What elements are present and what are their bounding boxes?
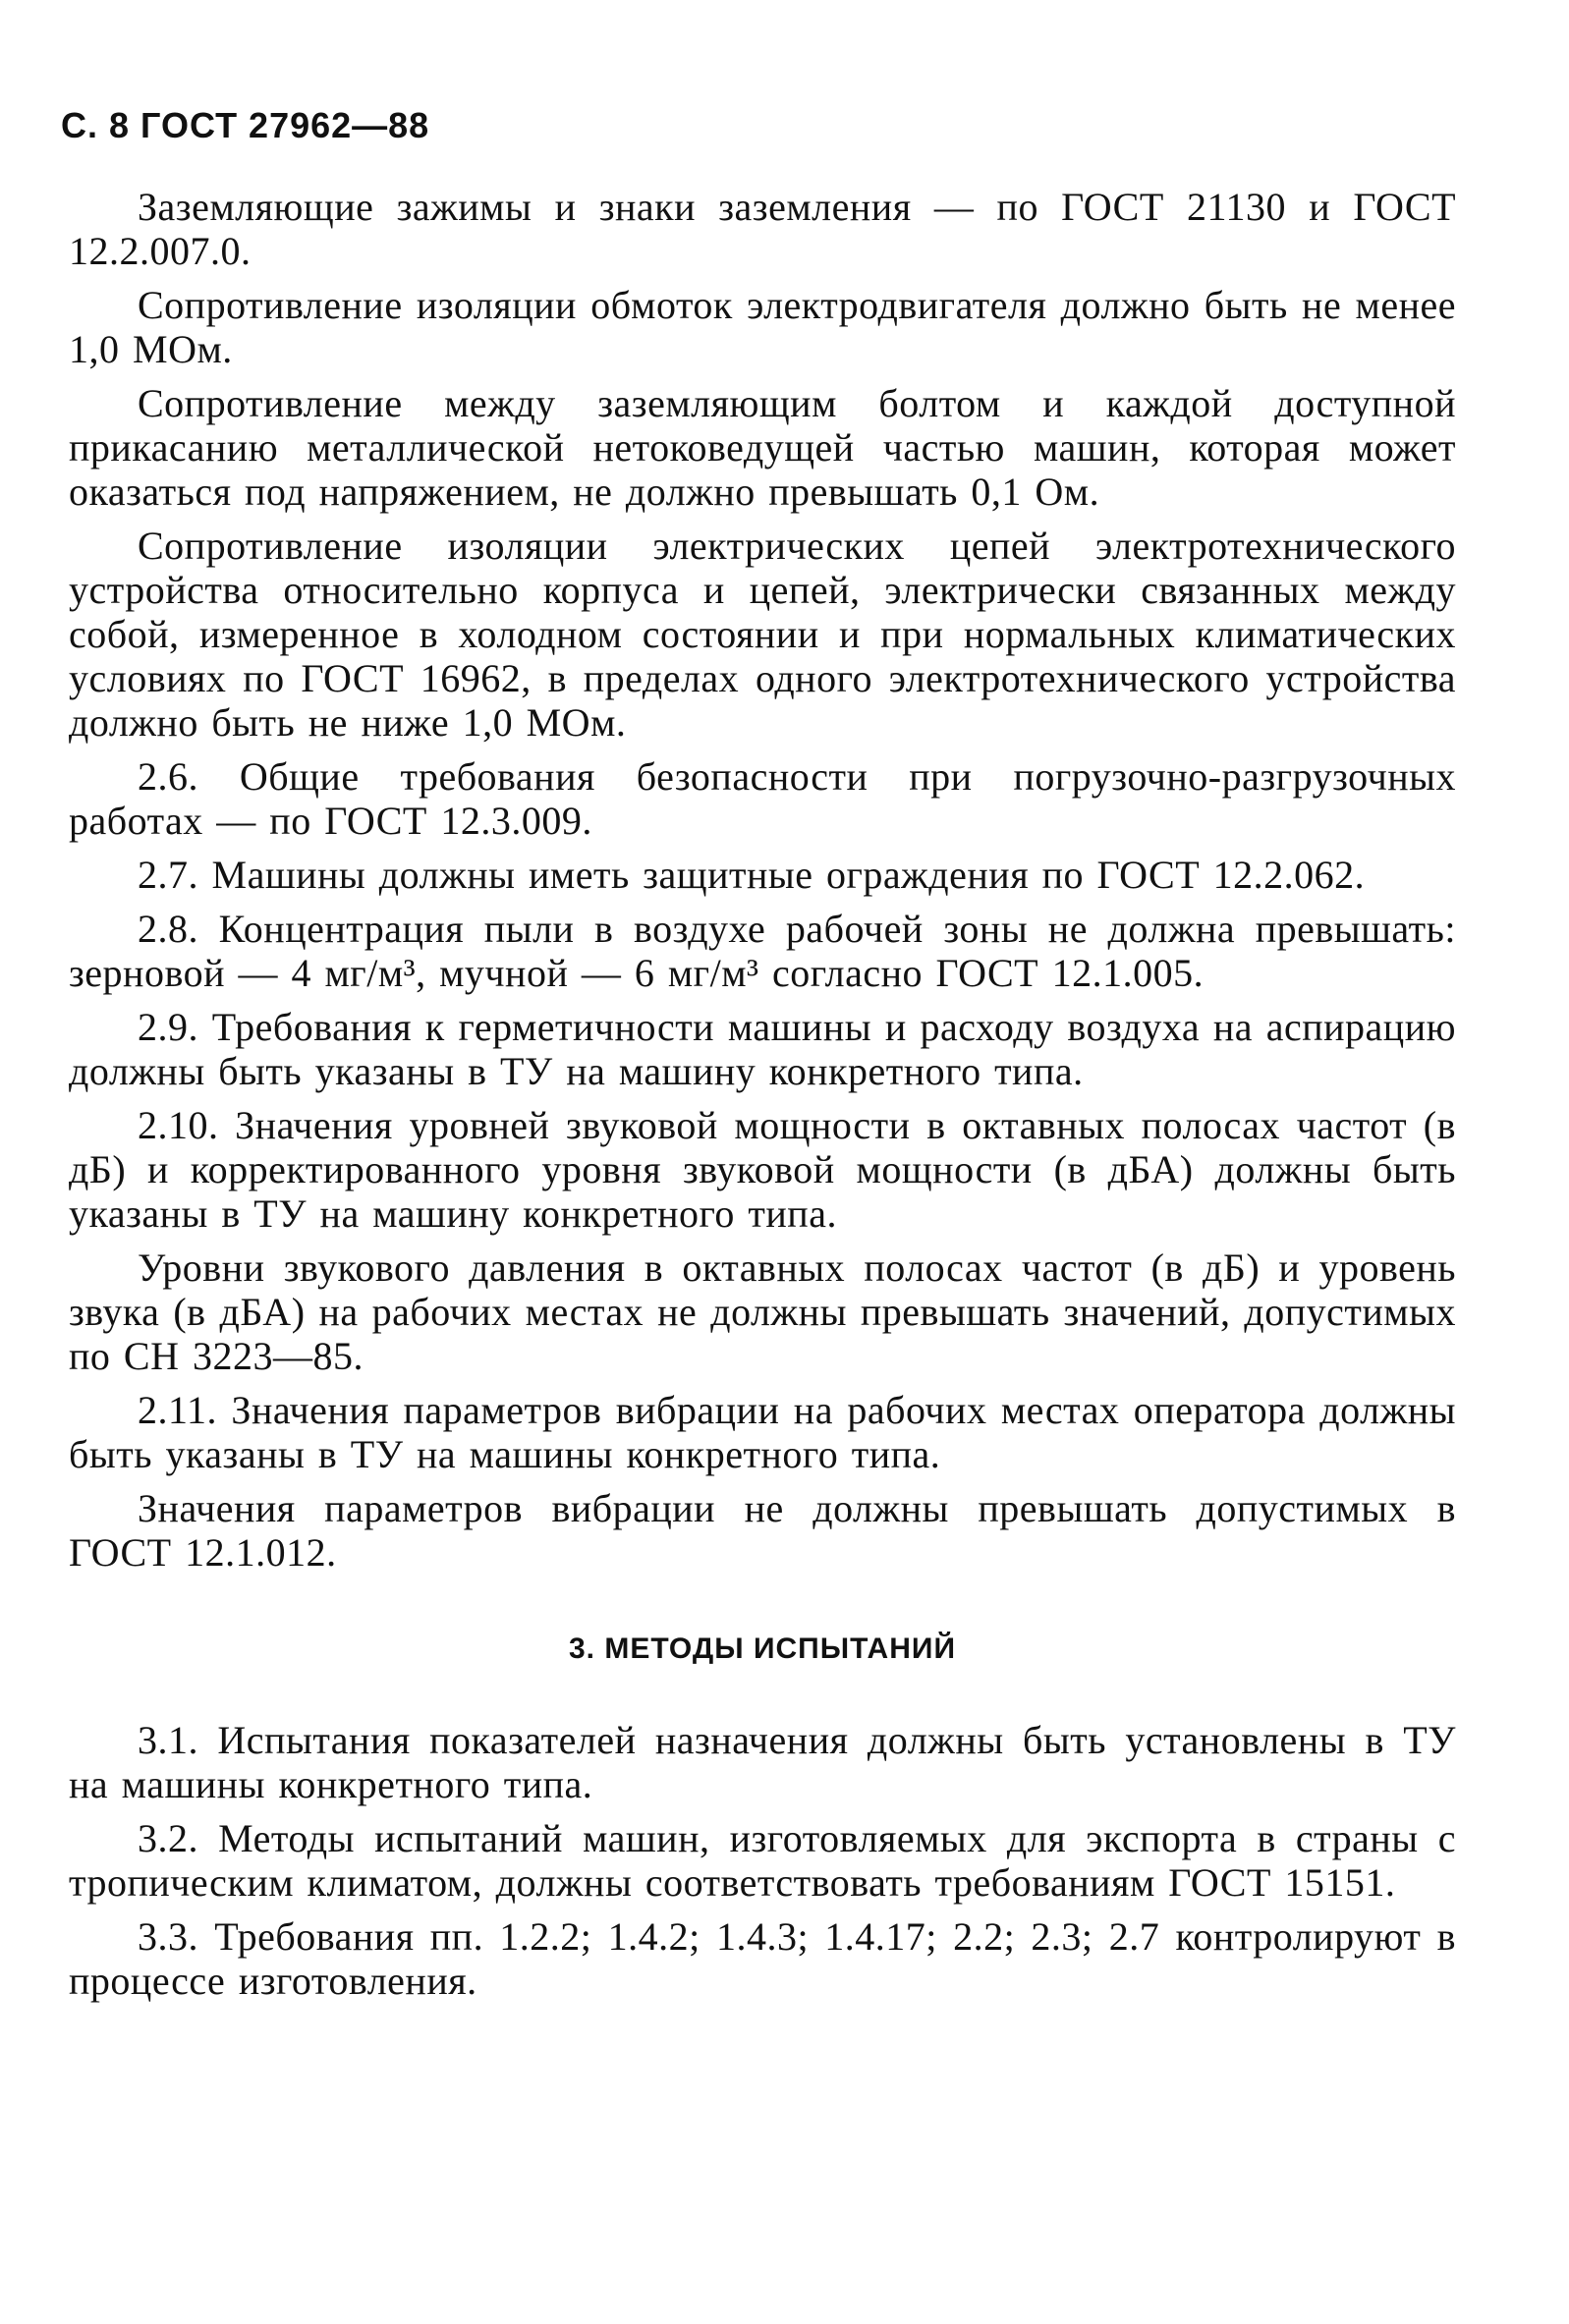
clause-2-10: 2.10. Значения уровней звуковой мощности в октавных полосах частот (в дБ) и корректированного уровня звуковой мощности (в дБА) должны быть указаны в ТУ на машину конкретного типа.: [69, 1103, 1456, 1236]
paragraph: Сопротивление изоляции обмоток электродвигателя должно быть не менее 1,0 МОм.: [69, 283, 1456, 371]
clause-2-7: 2.7. Машины должны иметь защитные ограждения по ГОСТ 12.2.062.: [138, 853, 1366, 897]
clause-2-11: 2.11. Значения параметров вибрации на рабочих местах оператора должны быть указаны в ТУ на машины конкретного типа.: [69, 1388, 1456, 1476]
clause-2-6: 2.6. Общие требования безопасности при погрузочно-разгрузочных работах — по ГОСТ 12.3.009.: [69, 754, 1456, 843]
paragraph: Заземляющие зажимы и знаки заземления — по ГОСТ 21130 и ГОСТ 12.2.007.0.: [69, 185, 1456, 273]
paragraph: Уровни звукового давления в октавных полосах частот (в дБ) и уровень звука (в дБА) на рабочих местах не должны превышать значений, допустимых по СН 3223—85.: [69, 1245, 1456, 1378]
section-heading: 3. МЕТОДЫ ИСПЫТАНИЙ: [569, 1632, 956, 1665]
running-head: С. 8 ГОСТ 27962—88: [61, 105, 430, 145]
clause-3-2: 3.2. Методы испытаний машин, изготовляемых для экспорта в страны с тропическим климатом, должны соответствовать требованиям ГОСТ 15151.: [69, 1816, 1456, 1905]
clause-3-1: 3.1. Испытания показателей назначения должны быть установлены в ТУ на машины конкретного типа.: [69, 1718, 1456, 1806]
clause-3-3: 3.3. Требования пп. 1.2.2; 1.4.2; 1.4.3; 1.4.17; 2.2; 2.3; 2.7 контролируют в процессе изготовления.: [69, 1914, 1456, 2003]
clause-2-8: 2.8. Концентрация пыли в воздухе рабочей зоны не должна превышать: зерновой — 4 мг/м³, мучной — 6 мг/м³ согласно ГОСТ 12.1.005.: [69, 907, 1456, 995]
paragraph: Значения параметров вибрации не должны превышать допустимых в ГОСТ 12.1.012.: [69, 1486, 1456, 1575]
body-text: [69, 185, 1456, 2013]
paragraph: Сопротивление изоляции электрических цепей электротехнического устройства относительно корпуса и цепей, электрически связанных между собой, измеренное в холодном состоянии и при нормальных климатических условиях по ГОСТ 16962, в пределах одного электротехнического устройства должно быть не ниже 1,0 МОм.: [69, 524, 1456, 745]
paragraph: Сопротивление между заземляющим болтом и каждой доступной прикасанию металлической нетоковедущей частью машин, которая может оказаться под напряжением, не должно превышать 0,1 Ом.: [69, 381, 1456, 514]
clause-2-9: 2.9. Требования к герметичности машины и расходу воздуха на аспирацию должны быть указаны в ТУ на машину конкретного типа.: [69, 1005, 1456, 1093]
